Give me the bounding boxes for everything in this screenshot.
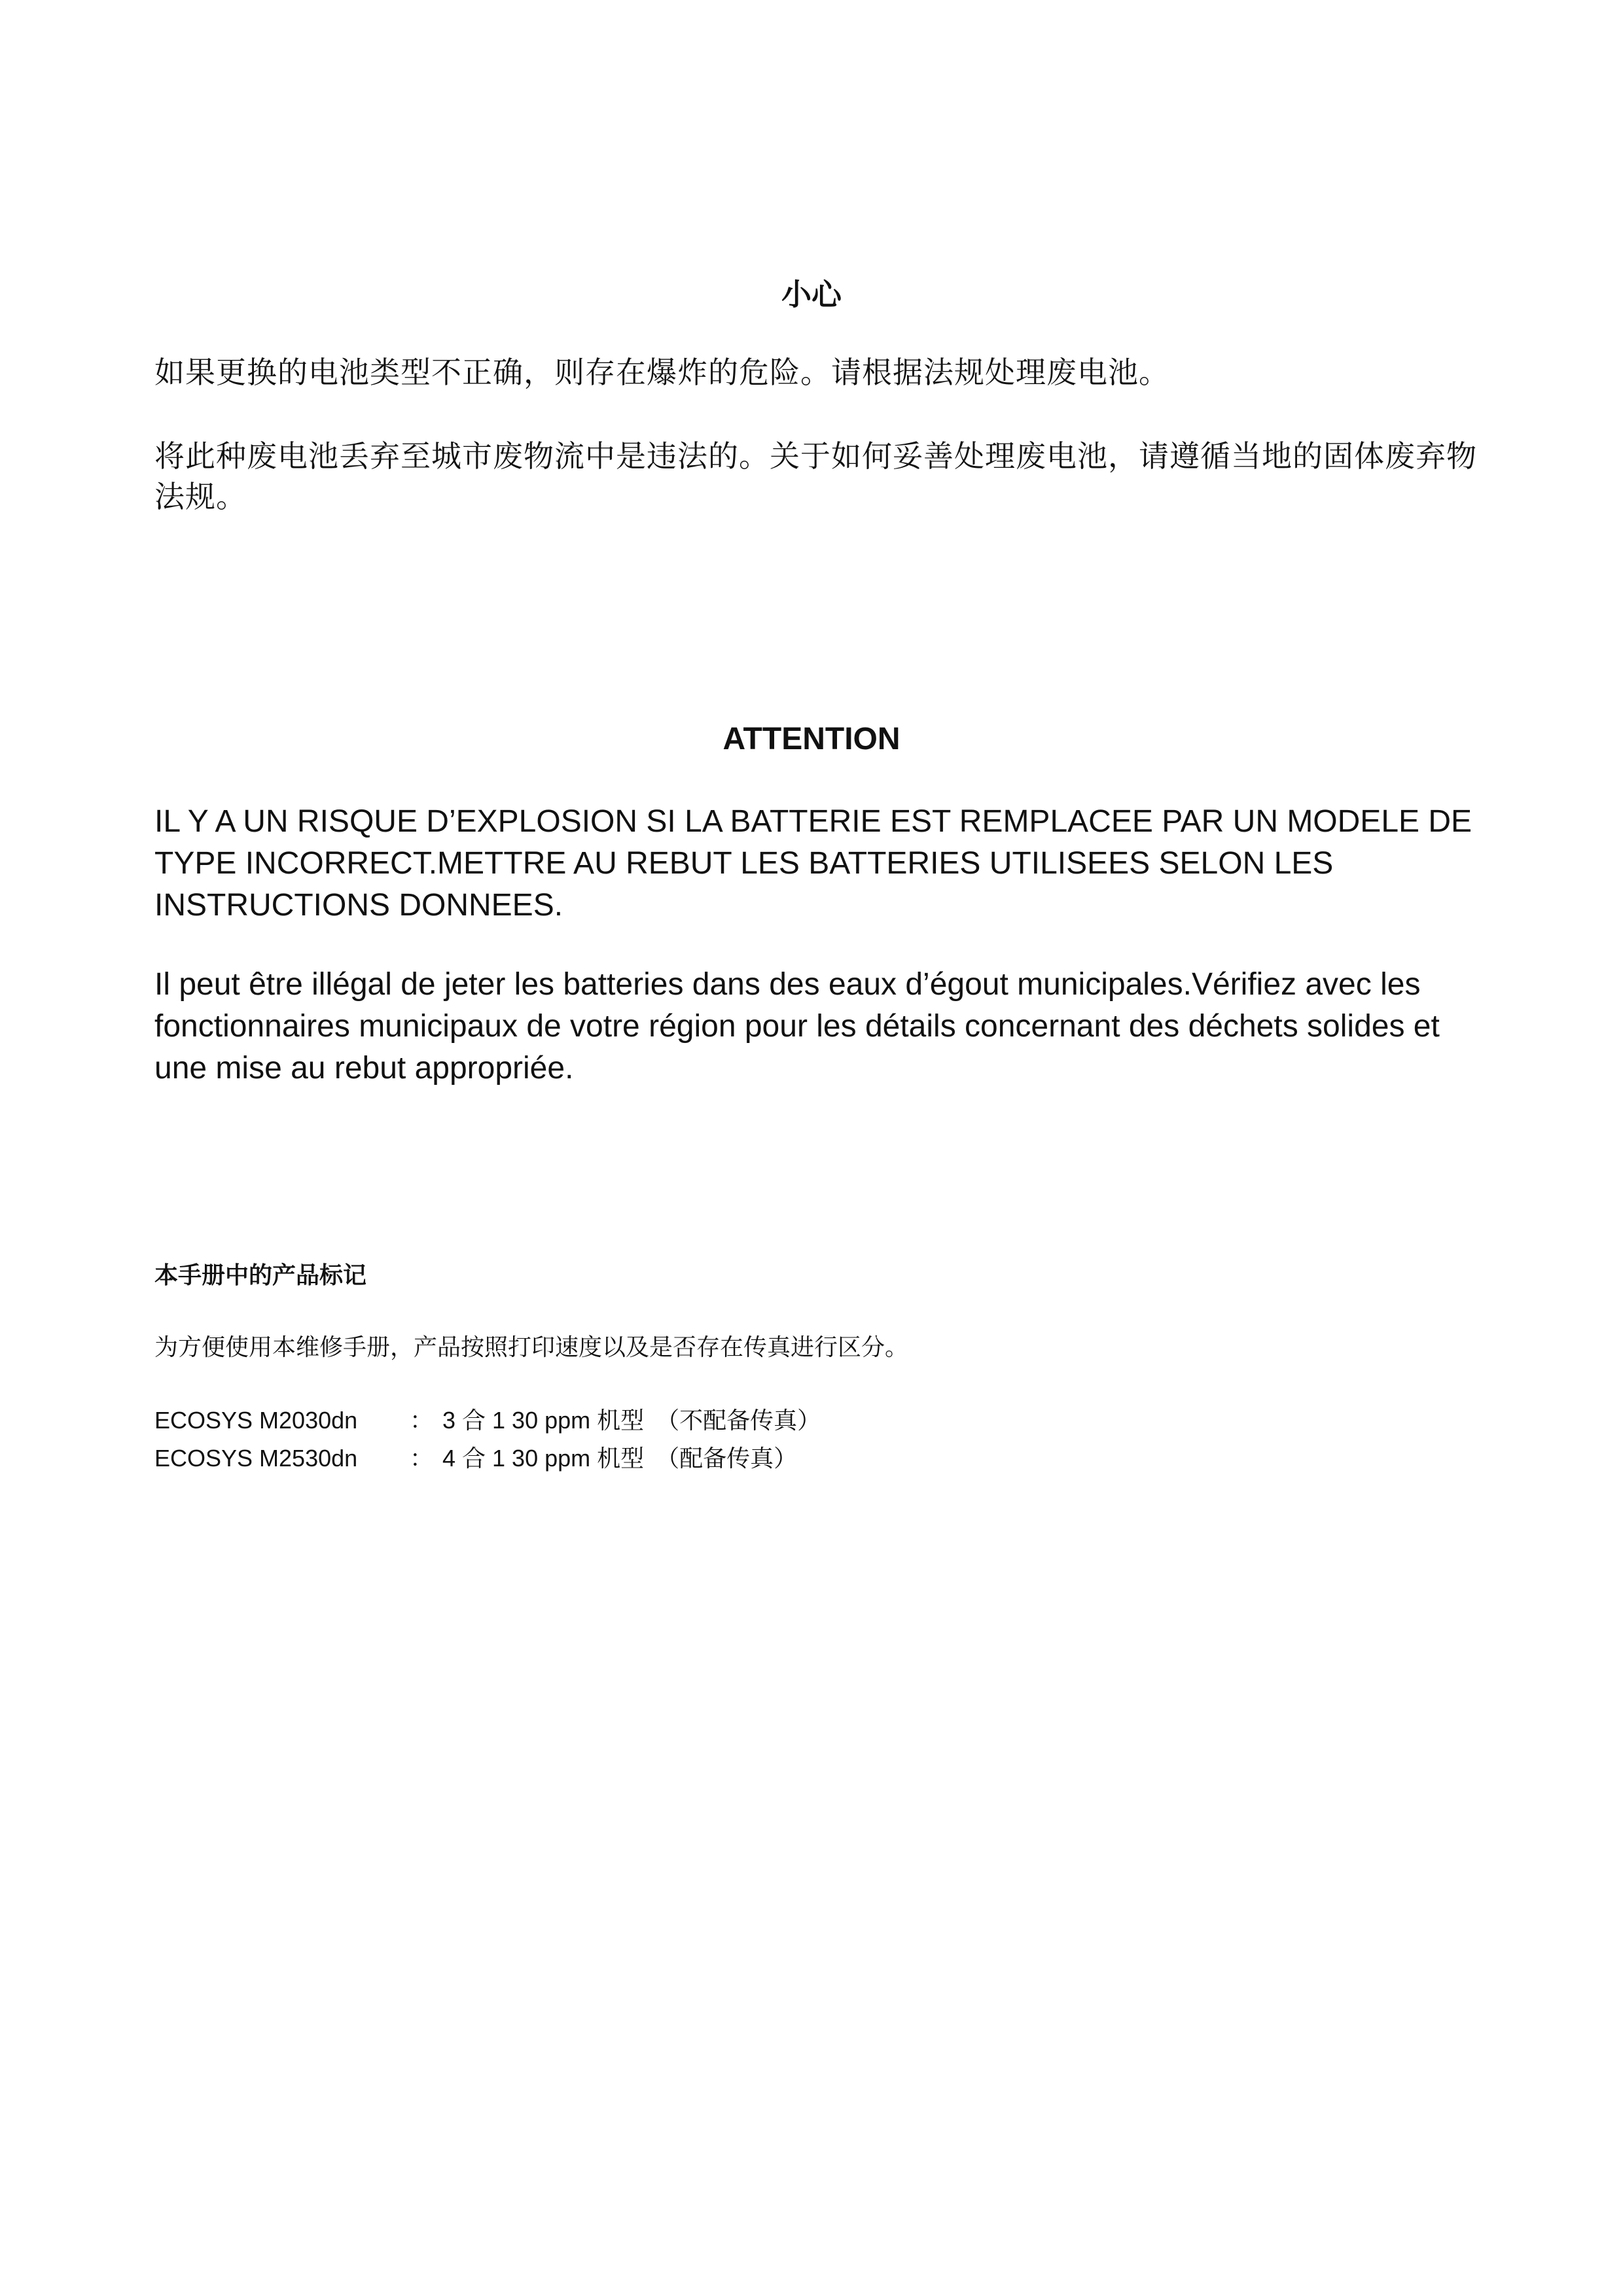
caution-paragraph-zh-2: 将此种废电池丢弃至城市废物流中是违法的。关于如何妥善处理废电池，请遵循当地的固体废弃物法规。 [154,438,1477,514]
caution-title-zh: 小心 [781,277,842,312]
model-name: ECOSYS M2030dn [154,1407,358,1434]
model-spec: 4 合 1 30 ppm 机型 [442,1445,645,1472]
model-row [154,1403,1202,1439]
model-fax: （配备传真） [656,1445,798,1472]
model-spec: 3 合 1 30 ppm 机型 [442,1407,645,1434]
model-separator: ： [410,1407,434,1434]
product-markings-intro: 为方便使用本维修手册，产品按照打印速度以及是否存在传真进行区分。 [154,1334,909,1361]
attention-paragraph-fr-2: Il peut être illégal de jeter les batteries dans des eaux d’égout municipales.Vérifiez avec les fonctionnaires municipaux de votre région pour les détails concernant des déchets solides et une mise au rebut appropriée. [154,967,1440,1086]
model-name: ECOSYS M2530dn [154,1445,358,1472]
caution-paragraph-zh-1: 如果更换的电池类型不正确，则存在爆炸的危险。请根据法规处理废电池。 [154,355,1169,390]
model-separator: ： [410,1445,434,1472]
model-fax: （不配备传真） [656,1407,821,1434]
product-markings-heading: 本手册中的产品标记 [154,1262,367,1289]
attention-paragraph-fr-1: IL Y A UN RISQUE D’EXPLOSION SI LA BATTERIE EST REMPLACEE PAR UN MODELE DE TYPE INCORRECT.METTRE AU REBUT LES BATTERIES UTILISEES SELON LES INSTRUCTIONS DONNEES. [154,804,1472,923]
model-row [154,1441,1202,1477]
attention-title-fr: ATTENTION [722,722,901,756]
